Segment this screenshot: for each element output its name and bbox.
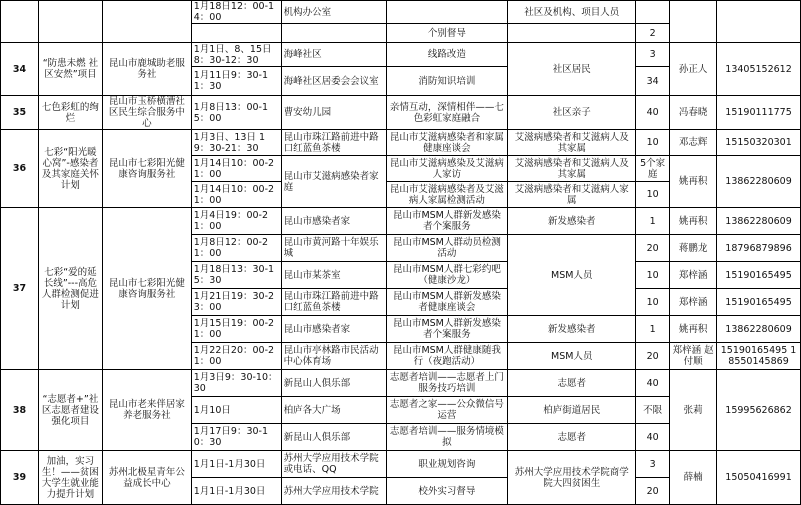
table-cell: 昆山市艾滋病感染者和家属健康座谈会 xyxy=(386,130,508,156)
table-cell: 苏州大学应用技术学院商学院大四贫困生 xyxy=(508,451,636,505)
table-cell: 1月1日、8、15日 8：30-12：30 xyxy=(191,43,281,67)
table-row xyxy=(1,208,801,235)
table-cell: 昆山市MSM人群七彩约吧（健康沙龙） xyxy=(386,262,508,289)
table-cell: 1月1日-1月30日 xyxy=(191,451,281,478)
table-cell: “志愿者+”社区志愿者建设强化项目 xyxy=(38,370,102,451)
table-cell: 1 xyxy=(636,316,670,343)
table-cell: 艾滋病感染者和艾滋病人家属 xyxy=(508,182,636,208)
table-cell: 20 xyxy=(636,478,670,505)
table-cell: 志愿者培训——志愿者上门服务技巧培训 xyxy=(386,370,508,397)
table-cell: 1月1日-1月30日 xyxy=(191,478,281,505)
table-cell: 昆山市玉桥横漕社区民生综合服务中心 xyxy=(102,96,191,130)
table-cell: 1月14日10：00-21：00 xyxy=(191,156,281,182)
table-row xyxy=(1,1,801,24)
table-cell: 38 xyxy=(1,370,39,451)
table-cell: 昆山市艾滋病感染者家庭 xyxy=(281,156,386,208)
table-cell: 线路改造 xyxy=(386,43,508,67)
table-cell: 15190165495 18550145869 xyxy=(717,343,801,370)
table-cell: 20 xyxy=(636,235,670,262)
table-cell: 昆山市MSM人群健康随我行（夜跑活动） xyxy=(386,343,508,370)
table-cell: 18796879896 xyxy=(717,235,801,262)
table-cell: 七彩“阳光暖心窝”-感染者及其家庭关怀计划 xyxy=(38,130,102,208)
table-row xyxy=(1,130,801,156)
table-cell: 1月22日20：00-21：00 xyxy=(191,343,281,370)
table-cell: 艾滋病感染者和艾滋病人及其家属 xyxy=(508,156,636,182)
table-cell: 郑梓涵 xyxy=(670,262,717,289)
table-cell: 志愿者 xyxy=(508,424,636,451)
table-cell: 40 xyxy=(636,96,670,130)
table-cell: 昆山市艾滋病感染及艾滋病人家访 xyxy=(386,156,508,182)
table-cell: MSM人员 xyxy=(508,235,636,316)
table-cell: 志愿者之家——公众微信号运营 xyxy=(386,397,508,424)
table-cell: 5个家庭 xyxy=(636,156,670,182)
table-cell: 34 xyxy=(636,67,670,96)
table-cell: 40 xyxy=(636,370,670,397)
table-cell xyxy=(1,1,39,43)
table-cell: 昆山市七彩阳光健康咨询服务社 xyxy=(102,130,191,208)
table-cell: 曹安幼儿园 xyxy=(281,96,386,130)
table-cell: 志愿者 xyxy=(508,370,636,397)
table-cell xyxy=(102,1,191,43)
table-cell: 13862280609 xyxy=(717,316,801,343)
table-cell: 昆山市感染者家 xyxy=(281,316,386,343)
table-cell: 加油，实习生！——贫困大学生就业能力提升计划 xyxy=(38,451,102,505)
table-cell: 15190111775 xyxy=(717,96,801,130)
table-cell: 1月14日10：00-21：00 xyxy=(191,182,281,208)
table-cell: 15050416991 xyxy=(717,451,801,505)
table-cell: 13862280609 xyxy=(717,156,801,208)
table-cell: 1月17日9：30-10：30 xyxy=(191,424,281,451)
table-cell: 郑梓涵 xyxy=(670,289,717,316)
table-cell: 新昆山人俱乐部 xyxy=(281,424,386,451)
table-cell: 1月10日 xyxy=(191,397,281,424)
table-cell: 新发感染者 xyxy=(508,316,636,343)
table-cell: 柏庐街道居民 xyxy=(508,397,636,424)
table-cell: 1月3日、13日 19：30-21：30 xyxy=(191,130,281,156)
table-cell: 40 xyxy=(636,424,670,451)
table-cell: 昆山市七彩阳光健康咨询服务社 xyxy=(102,208,191,370)
table-cell xyxy=(717,1,801,43)
table-cell: 昆山市MSM人群新发感染者健康座谈会 xyxy=(386,289,508,316)
table-cell: 37 xyxy=(1,208,39,370)
table-cell: 20 xyxy=(636,343,670,370)
table-cell: 昆山市MSM人群动员检测活动 xyxy=(386,235,508,262)
table-cell: 不限 xyxy=(636,397,670,424)
table-cell: 昆山市某茶室 xyxy=(281,262,386,289)
table-cell: 七色彩虹的绚烂 xyxy=(38,96,102,130)
table-cell: “防患未燃 社区安然”项目 xyxy=(38,43,102,96)
table-cell: 姚再积 xyxy=(670,156,717,208)
table-row xyxy=(1,451,801,478)
table-cell: 校外实习督导 xyxy=(386,478,508,505)
table-cell: 10 xyxy=(636,130,670,156)
table-cell: 昆山市艾滋病感染者及艾滋病人家属检测活动 xyxy=(386,182,508,208)
table-cell: 孙正人 xyxy=(670,43,717,96)
table-cell xyxy=(636,1,670,24)
table-cell: 15190165495 xyxy=(717,262,801,289)
table-cell xyxy=(386,1,508,24)
table-cell: 39 xyxy=(1,451,39,505)
table-cell: 昆山市黄河路十年娱乐城 xyxy=(281,235,386,262)
table-cell: 志愿者培训——服务情境模拟 xyxy=(386,424,508,451)
table-cell: 昆山市MSM人群新发感染者个案服务 xyxy=(386,316,508,343)
table-cell: 1 xyxy=(636,208,670,235)
table-cell: 苏州北极星青年公益成长中心 xyxy=(102,451,191,505)
table-cell: 社区及机构、项目人员 xyxy=(508,1,636,24)
table-cell: 郑梓涵 赵付顺 xyxy=(670,343,717,370)
table-cell: 昆山市老来伴居家养老服务社 xyxy=(102,370,191,451)
table-cell: 社区居民 xyxy=(508,43,636,96)
table-cell: MSM人员 xyxy=(508,343,636,370)
table-cell: 张莉 xyxy=(670,370,717,451)
table-cell: 1月11日9：30-11：30 xyxy=(191,67,281,96)
table-cell: 七彩“爱的延长线”---高危人群检测促进计划 xyxy=(38,208,102,370)
table-cell: 昆山市感染者家 xyxy=(281,208,386,235)
table-cell: 35 xyxy=(1,96,39,130)
table-cell: 1月8日13：00-15：00 xyxy=(191,96,281,130)
table-cell: 1月3日9：30-10：30 xyxy=(191,370,281,397)
table-cell: 昆山市鹿城助老服务社 xyxy=(102,43,191,96)
table-cell: 海峰社区 xyxy=(281,43,386,67)
table-cell: 1月18日13：30-15：30 xyxy=(191,262,281,289)
table-cell xyxy=(38,1,102,43)
table-cell: 职业规划咨询 xyxy=(386,451,508,478)
table-cell: 柏庐各大广场 xyxy=(281,397,386,424)
table-cell: 昆山市MSM人群新发感染者个案服务 xyxy=(386,208,508,235)
table-cell: 新发感染者 xyxy=(508,208,636,235)
table-row xyxy=(1,96,801,130)
table-cell: 机构办公室 xyxy=(281,1,386,24)
table-cell: 1月4日19：00-21：00 xyxy=(191,208,281,235)
table-cell: 昆山市珠江路前进中路口红蓝鱼茶楼 xyxy=(281,130,386,156)
table-cell: 10 xyxy=(636,262,670,289)
table-row xyxy=(1,43,801,67)
table-row xyxy=(1,370,801,397)
table-cell: 1月21日19：30-23：00 xyxy=(191,289,281,316)
table-cell: 2 xyxy=(636,24,670,43)
table-cell: 15995626862 xyxy=(717,370,801,451)
table-cell: 1月15日19：00-21：00 xyxy=(191,316,281,343)
table-cell: 3 xyxy=(636,43,670,67)
table-cell xyxy=(670,1,717,43)
table-cell: 15150320301 xyxy=(717,130,801,156)
table-cell: 个别督导 xyxy=(386,24,508,43)
table-cell: 姚再积 xyxy=(670,208,717,235)
table-cell: 10 xyxy=(636,289,670,316)
table-cell: 邓志辉 xyxy=(670,130,717,156)
table-cell: 36 xyxy=(1,130,39,208)
table-cell: 蒋鹏龙 xyxy=(670,235,717,262)
table-cell: 艾滋病感染者和艾滋病人及其家属 xyxy=(508,130,636,156)
schedule-table-body xyxy=(1,1,801,505)
table-cell: 冯春晓 xyxy=(670,96,717,130)
table-cell: 消防知识培训 xyxy=(386,67,508,96)
table-cell: 社区亲子 xyxy=(508,96,636,130)
table-cell: 海峰社区居委会会议室 xyxy=(281,67,386,96)
table-cell: 13862280609 xyxy=(717,208,801,235)
table-cell: 昆山市珠江路前进中路口红蓝鱼茶楼 xyxy=(281,289,386,316)
table-cell: 新昆山人俱乐部 xyxy=(281,370,386,397)
table-cell: 薛楠 xyxy=(670,451,717,505)
table-cell: 3 xyxy=(636,451,670,478)
table-cell xyxy=(508,24,636,43)
table-cell: 10 xyxy=(636,182,670,208)
table-cell: 苏州大学应用技术学院 xyxy=(281,478,386,505)
table-cell: 13405152612 xyxy=(717,43,801,96)
table-cell: 昆山市亭林路市民活动中心体育场 xyxy=(281,343,386,370)
table-cell: 苏州大学应用技术学院或电话、QQ xyxy=(281,451,386,478)
table-cell: 1月8日12：00-21：00 xyxy=(191,235,281,262)
table-cell: 姚再积 xyxy=(670,316,717,343)
table-cell: 亲情互动，深情相伴——七色彩虹家庭融合 xyxy=(386,96,508,130)
table-cell: 34 xyxy=(1,43,39,96)
table-cell xyxy=(191,24,281,43)
table-cell: 15190165495 xyxy=(717,289,801,316)
table-cell: 1月18日12：00-14：00 xyxy=(191,1,281,24)
table-cell xyxy=(281,24,386,43)
